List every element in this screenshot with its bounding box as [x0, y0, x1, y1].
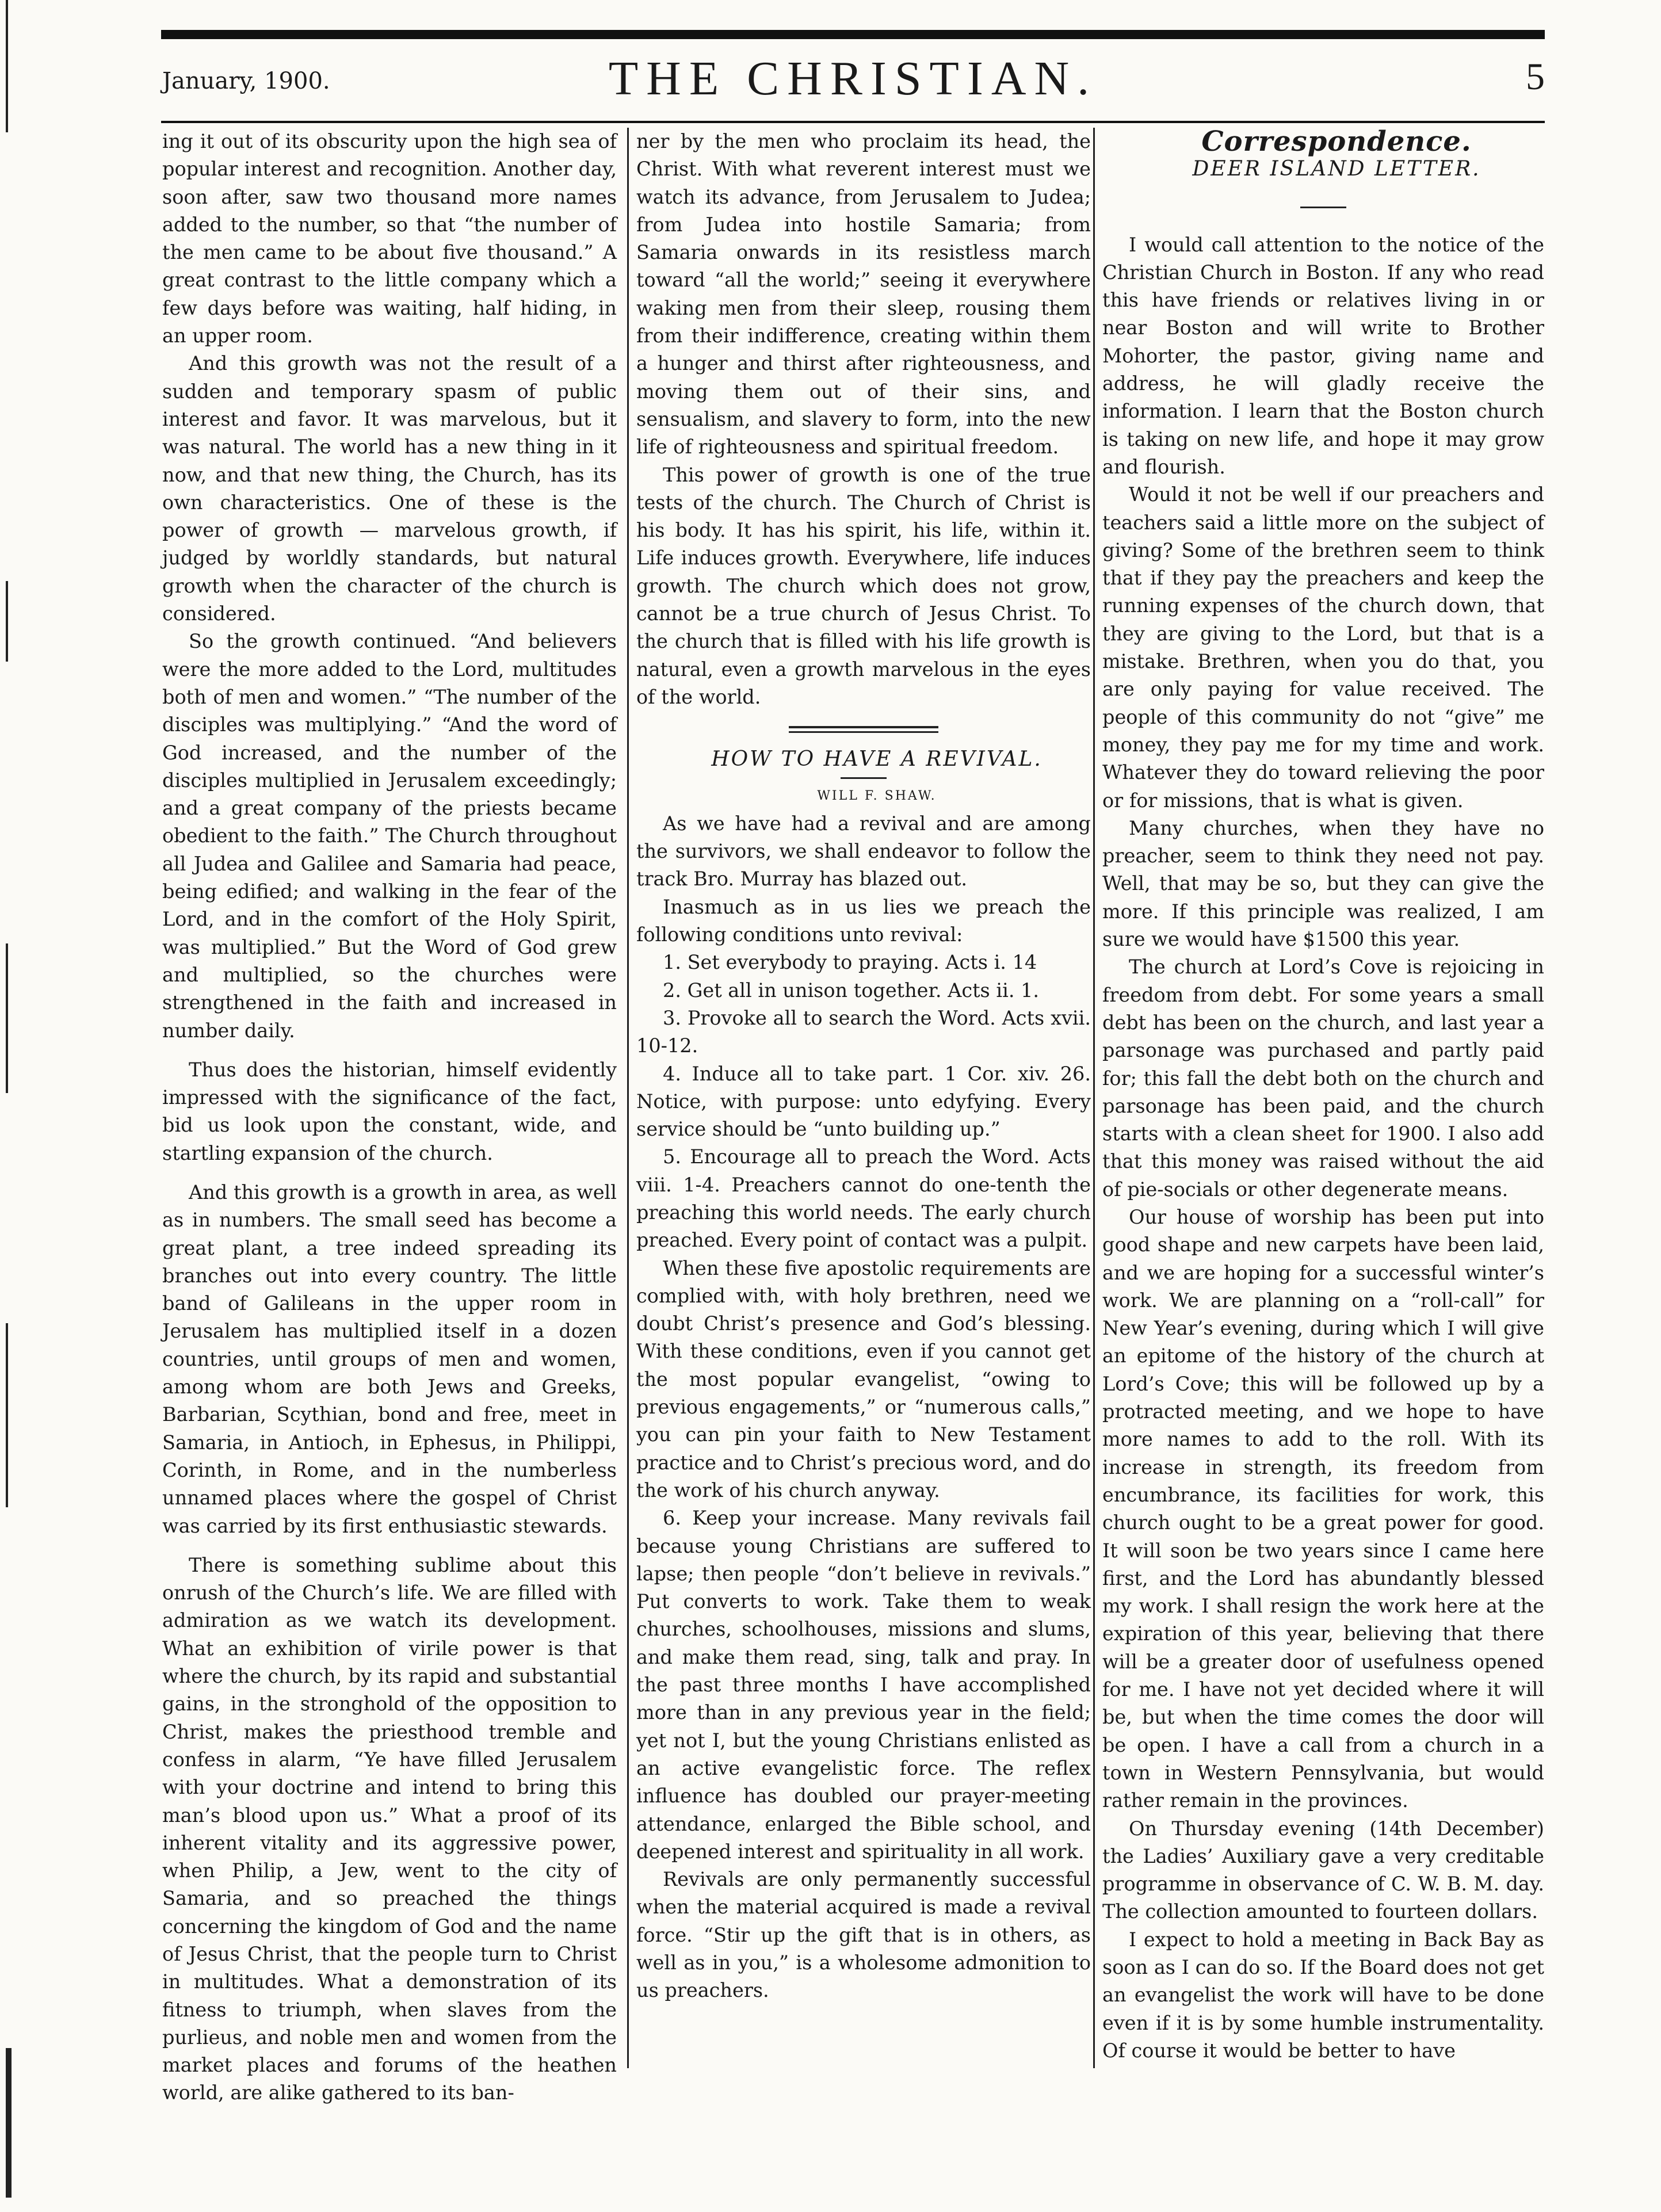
- column-3: [1102, 125, 1544, 2065]
- paragraph: When these five apostolic requirements are complied with, with holy brethren, need we doubt Christ’s presence and God’s blessing. With these conditions, even if you cannot get the most popular evangelist, “owing to previous engagements,” or “numerous calls,” you can pin your faith to New Testament practice and to Christ’s precious word, and do the work of his church anyway.: [636, 1256, 1091, 1502]
- masthead: [161, 51, 1545, 120]
- list-item: 4. Induce all to take part. 1 Cor. xiv. 26. Notice, with purpose: unto edyfying. Every service should be “unto building up.”: [636, 1062, 1091, 1141]
- masthead-bottom-rule: [161, 121, 1545, 123]
- title-rule: [1300, 207, 1346, 208]
- binding-mark: [6, 0, 8, 132]
- column-divider: [627, 128, 629, 2068]
- paragraph: There is something sublime about this onrush of the Church’s life. We are filled with admiration as we watch its development. What an exhibition of virile power is that where the church, by its rapid and substantial gains, in the stronghold of the opposition to Christ, makes the priesthood tremble and confess in alarm, “Ye have filled Jerusalem with your doctrine and intend to bring this man’s blood upon us.” What a proof of its inherent vitality and its aggressive power, when Philip, a Jew, went to the city of Samaria, and so preached the things concerning the kingdom of God and the name of Jesus Christ, that the people turn to Christ in multitudes. What a demonstration of its fitness to triumph, when slaves from the purlieus, and noble men and women from the market places and forums of the heathen world, are alike gathered to its ban-: [162, 1553, 617, 2104]
- article-title: HOW TO HAVE A REVIVAL.: [711, 747, 1043, 771]
- article-separator: [789, 726, 938, 733]
- column-1: [162, 128, 617, 2107]
- paragraph: So the growth continued. “And believers were the more added to the Lord, multitudes both of men and women.” “The number of the disciples was multiplying.” “And the word of God increased, and the number of the disciples multiplied in Jerusalem exceedingly; and a great company of the priests became obedient to the faith.” The Church throughout all Judea and Galilee and Samaria had peace, being edified; and walking in the fear of the Lord, and in the comfort of the Holy Spirit, was multiplied.” But the Word of God grew and multiplied, so the churches were strengthened in the faith and increased in number daily.: [162, 630, 617, 1042]
- paragraph: 6. Keep your increase. Many revivals fail because young Christians are suffered to lapse; then people “don’t believe in revivals.” Put converts to work. Take them to weak churches, schoolhouses, missions and slums, and make them read, sing, talk and pray. In the past three months I have accomplished more than in any previous year in the field; yet not I, but the young Christians enlisted as an active evangelistic force. The reflex influence has doubled our prayer-meeting attendance, enlarged the Bible school, and deepened interest and spirituality in all work.: [636, 1507, 1091, 1863]
- masthead-top-rule: [161, 30, 1545, 39]
- column-2: [636, 128, 1091, 2005]
- list-item: 1. Set everybody to praying. Acts i. 14: [663, 951, 1037, 974]
- paragraph: The church at Lord’s Cove is rejoicing in freedom from debt. For some years a small debt has been on the church, and last year a parsonage was purchased and partly paid for; this fall the debt both on the church and parsonage has been paid, and the church starts with a clean sheet for 1900. I also add that this money was raised without the aid of pie-socials or other degenerate means.: [1102, 956, 1544, 1201]
- list-item: 3. Provoke all to search the Word. Acts xvii. 10-12.: [636, 1006, 1091, 1057]
- list-item: 2. Get all in unison together. Acts ii. 1.: [663, 979, 1040, 1002]
- binding-mark: [6, 943, 8, 1093]
- list-item: 5. Encourage all to preach the Word. Acts viii. 1-4. Preachers cannot do one-tenth the preaching this world needs. The early church preached. Every point of contact was a pulpit.: [636, 1145, 1091, 1252]
- paragraph: Inasmuch as in us lies we preach the following conditions unto revival:: [636, 895, 1091, 946]
- paragraph: Thus does the historian, himself evidently impressed with the significance of the fact, bid us look upon the constant, wide, and startling expansion of the church.: [162, 1058, 617, 1164]
- binding-mark: [6, 1323, 8, 1507]
- issue-date: January, 1900.: [162, 68, 330, 94]
- paragraph: I expect to hold a meeting in Back Bay as soon as I can do so. If the Board does not get an evangelist the work will have to be done even if it is by some humble instrumentality. Of course it would be better to have: [1102, 1928, 1544, 2062]
- paragraph: As we have had a revival and are among the survivors, we shall endeavor to follow the track Bro. Murray has blazed out.: [636, 812, 1091, 891]
- paragraph: ner by the men who proclaim its head, the Christ. With what reverent interest must we watch its advance, from Jerusalem to Judea; from Judea into hostile Samaria; from Samaria onwards in its resistless march toward “all the world;” seeing it everywhere waking men from their sleep, rousing them from their indifference, creating within them a hunger and thirst after righteousness, and moving them out of their sins, and sensualism, and slavery to form, into the new life of righteousness and spiritual freedom.: [636, 130, 1091, 459]
- paragraph: ing it out of its obscurity upon the high sea of popular interest and recognition. Another day, soon after, saw two thousand more names added to the number, so that “the number of the men came to be about five thousand.” A great contrast to the little company which a few days before was waiting, half hiding, in an upper room.: [162, 130, 617, 347]
- paragraph: I would call attention to the notice of the Christian Church in Boston. If any who read this have friends or relatives living in or near Boston and will write to Brother Mohorter, the pastor, giving name and address, he will gladly receive the information. I learn that the Boston church is taking on new life, and hope it may grow and flourish.: [1102, 233, 1544, 478]
- paragraph: Revivals are only permanently successful when the material acquired is made a revival force. “Stir up the gift that is in others, as well as in you,” is a wholesome admonition to us preachers.: [636, 1868, 1091, 2002]
- paragraph: On Thursday evening (14th December) the Ladies’ Auxiliary gave a very creditable programme in observance of C. W. B. M. day. The collection amounted to fourteen dollars.: [1102, 1817, 1544, 1923]
- newspaper-title: THE CHRISTIAN.: [608, 52, 1098, 105]
- column-divider: [1093, 128, 1095, 2068]
- paragraph: And this growth is a growth in area, as well as in numbers. The small seed has become a great plant, a tree indeed spreading its branches out into every country. The little band of Galileans in the upper room in Jerusalem has multiplied itself in a dozen countries, until groups of men and women, among whom are both Jews and Greeks, Barbarian, Scythian, bond and free, meet in Samaria, in Antioch, in Ephesus, in Philippi, Corinth, in Rome, and in the numberless unnamed places where the gospel of Christ was carried by its first enthusiastic stewards.: [162, 1181, 617, 1537]
- byline: WILL F. SHAW.: [817, 788, 937, 803]
- binding-mark: [6, 581, 8, 662]
- paragraph: Many churches, when they have no preacher, seem to think they need not pay. Well, that may be so, but they can give the more. If this principle was realized, I am sure we would have $1500 this year.: [1102, 816, 1544, 951]
- paragraph: Our house of worship has been put into good shape and new carpets have been laid, and we are hoping for a successful winter’s work. We are planning on a “roll-call” for New Year’s evening, during which I will give an epitome of the history of the church at Lord’s Cove; this will be followed up by a protracted meeting, and we hope to have more names to add to the roll. With its increase in strength, its freedom from encumbrance, its facilities for work, this church ought to be a great power for good. It will soon be two years since I came here first, and the Lord has abundantly blessed my work. I shall resign the work here at the expiration of this year, believing that there will be a greater door of usefulness opened for me. I have not yet decided where it will be, but when the time comes the door will be open. I have a call from a church in a town in Western Pennsylvania, but would rather remain in the provinces.: [1102, 1205, 1544, 1812]
- section-heading: Correspondence.: [1201, 125, 1472, 158]
- page-number: 5: [1526, 56, 1545, 98]
- article-title: DEER ISLAND LETTER.: [1192, 157, 1481, 181]
- paragraph: Would it not be well if our preachers and teachers said a little more on the subject of giving? Some of the brethren seem to think that if they pay the preachers and keep the running expenses of the church down, that they are giving to the Lord, but that is a mistake. Brethren, when you do that, you are only paying for value received. The people of this community do not “give” me money, they pay me for my time and work. Whatever they do toward relieving the poor or for missions, that is what is given.: [1102, 483, 1544, 812]
- paragraph: And this growth was not the result of a sudden and temporary spasm of public interest and favor. It was marvelous, but it was natural. The world has a new thing in it now, and that new thing, the Church, has its own characteristics. One of these is the power of growth — marvelous growth, if judged by worldly standards, but natural growth when the character of the church is considered.: [162, 352, 617, 625]
- paragraph: This power of growth is one of the true tests of the church. The Church of Christ is his body. It has his spirit, his life, within it. Life induces growth. Everywhere, life induces growth. The church which does not grow, cannot be a true church of Jesus Christ. To the church that is filled with his life growth is natural, even a growth marvelous in the eyes of the world.: [636, 463, 1091, 708]
- title-rule: [841, 777, 887, 779]
- binding-mark: [6, 2048, 12, 2198]
